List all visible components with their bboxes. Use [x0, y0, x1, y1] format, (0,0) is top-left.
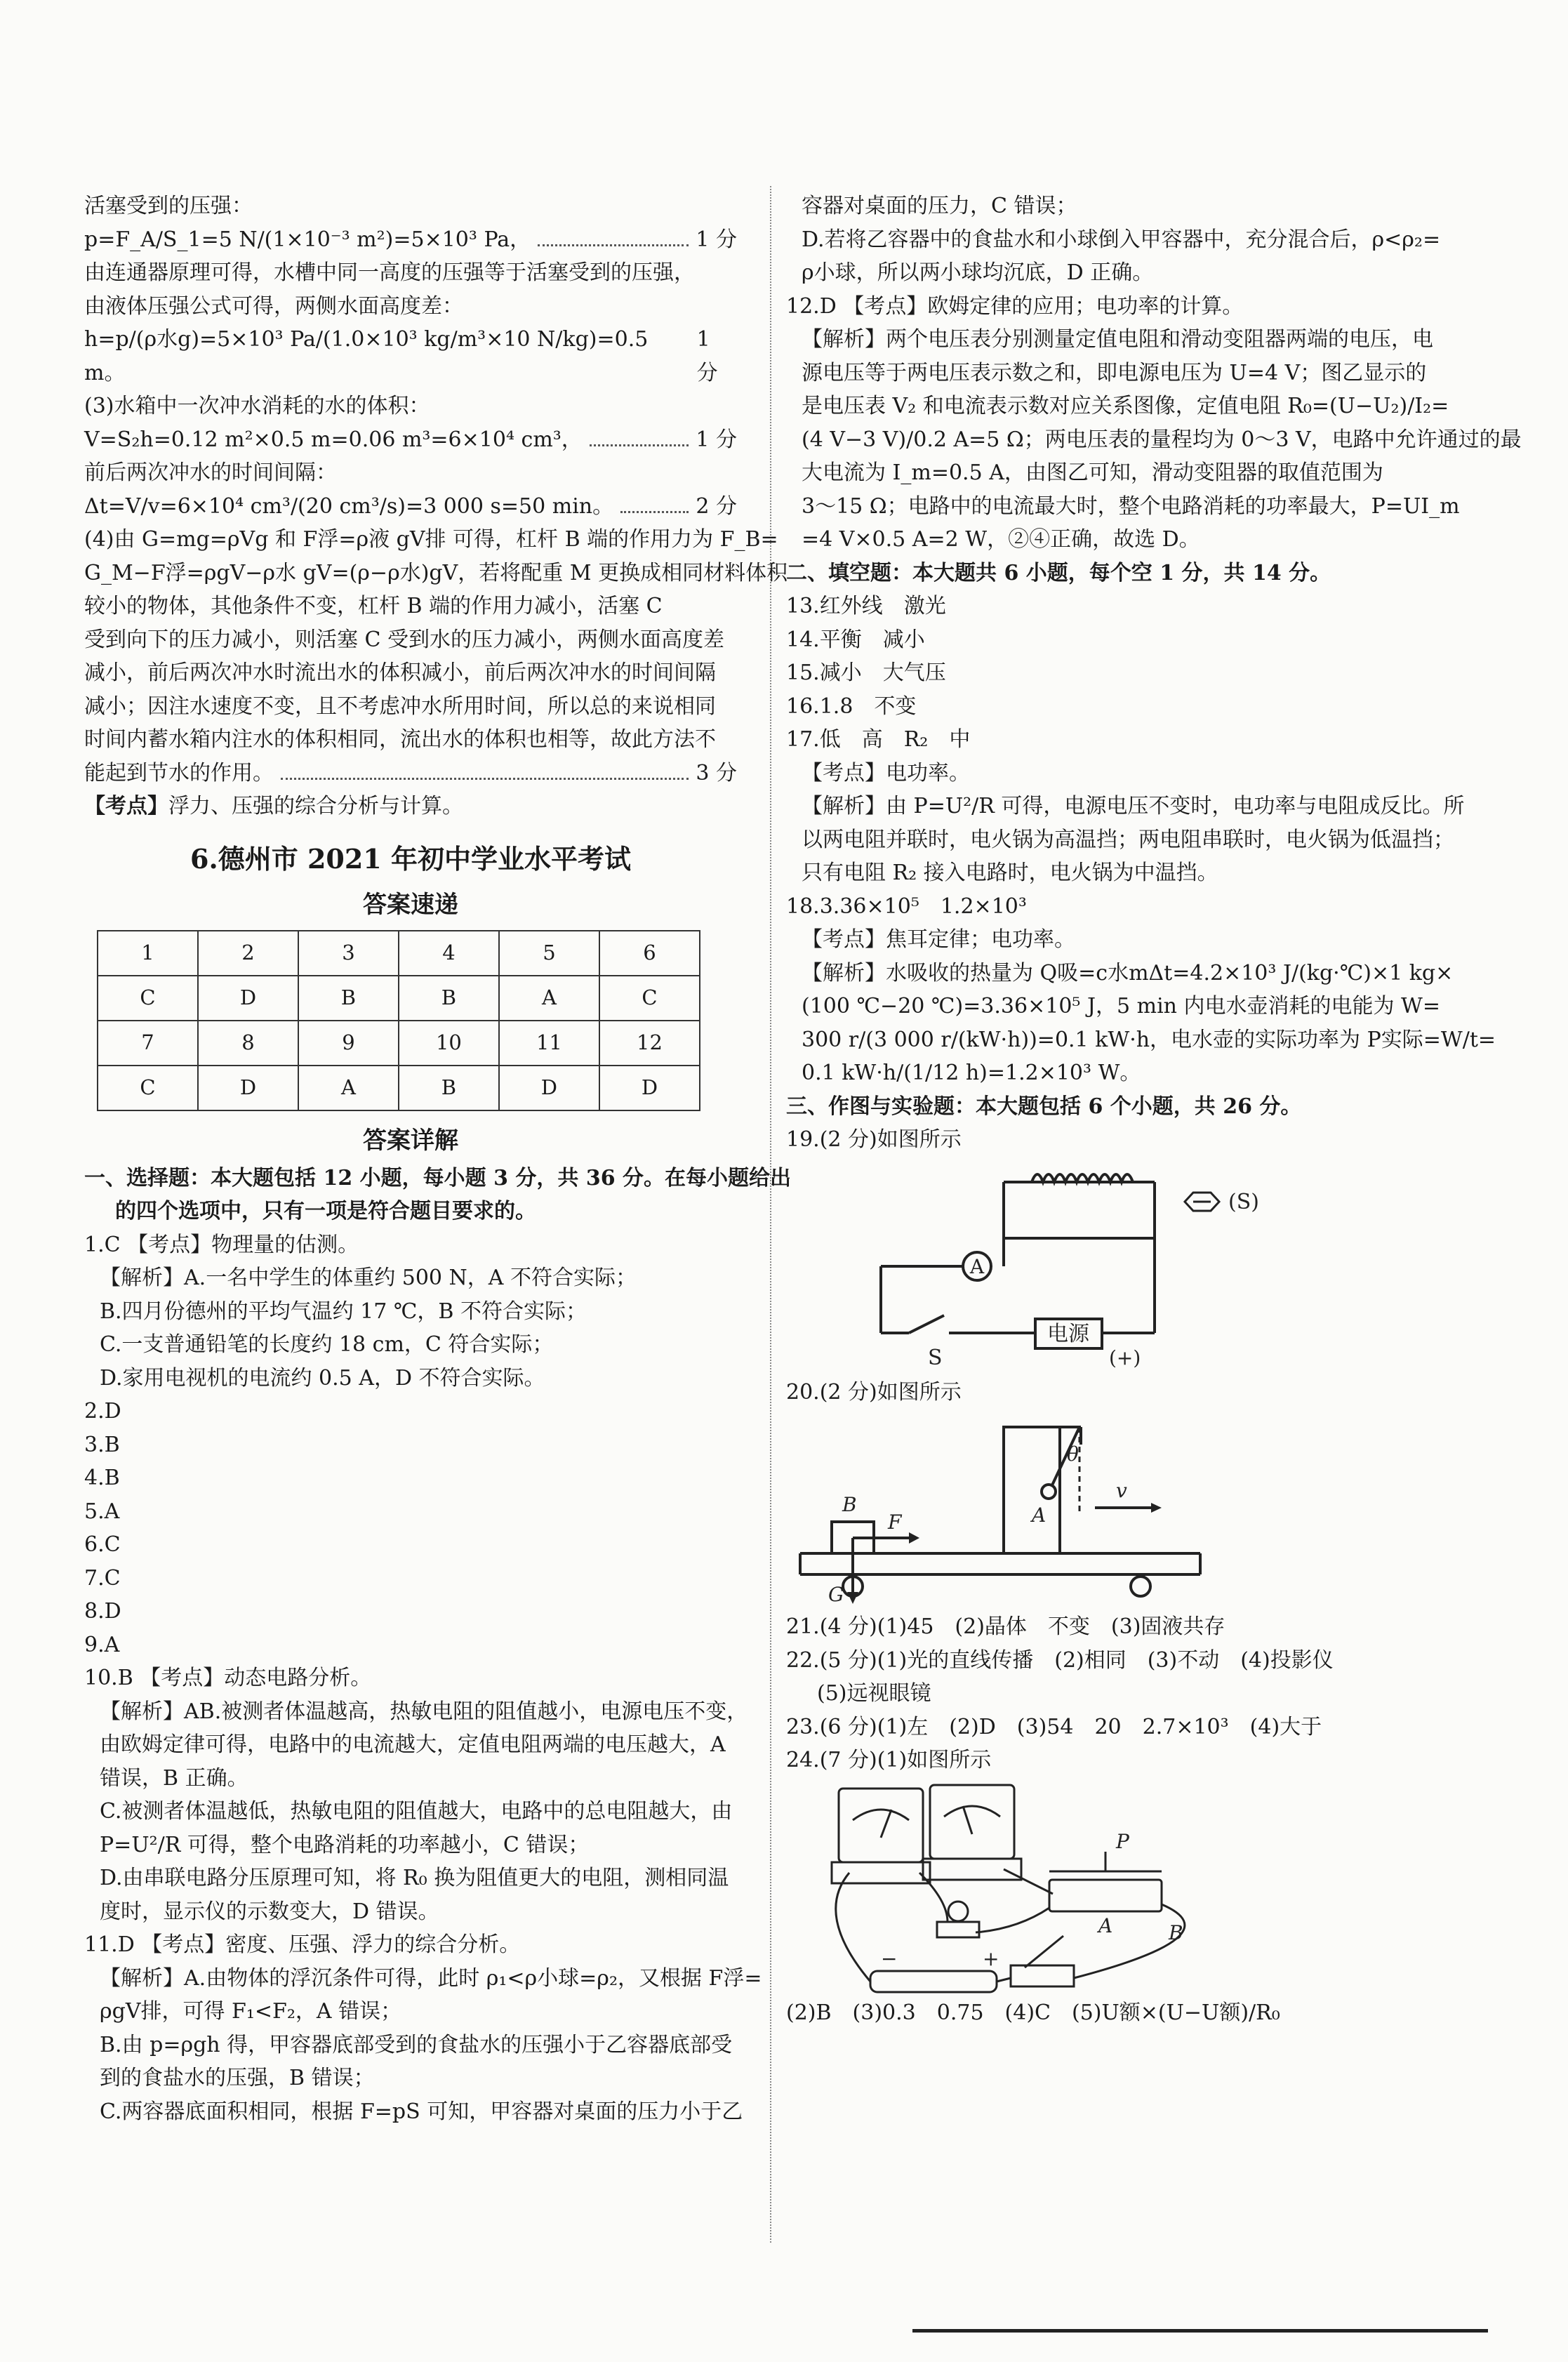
- text-line: 以两电阻并联时，电火锅为高温挡；两电阻串联时，电火锅为低温挡；: [802, 827, 1454, 852]
- score: 2 分: [696, 493, 737, 519]
- label-theta: θ: [1067, 1442, 1079, 1466]
- table-cell: C: [98, 976, 198, 1021]
- table-cell: 11: [499, 1021, 599, 1066]
- column-divider: [770, 186, 771, 2243]
- text-line: D.家用电视机的电流约 0.5 A，D 不符合实际。: [100, 1365, 545, 1391]
- text-line: (100 ℃−20 ℃)=3.36×10⁵ J，5 min 内电水壶消耗的电能为 W=: [802, 994, 1441, 1019]
- table-cell: D: [599, 1066, 700, 1110]
- label-f: F: [888, 1511, 902, 1534]
- text-line: 【解析】AB.被测者体温越高，热敏电阻的阻值越小，电源电压不变，: [100, 1699, 748, 1724]
- table-cell: 2: [198, 931, 298, 976]
- section-heading: 三、作图与实验题：本大题包括 6 个小题，共 26 分。: [786, 1094, 1302, 1119]
- label-minus: −: [881, 1946, 898, 1970]
- figure-19-circuit: [786, 1161, 1259, 1372]
- text-line: (5)远视眼镜: [817, 1681, 931, 1706]
- fill-answer: 14.平衡 减小: [786, 627, 925, 652]
- quick-answer-title: 答案速递: [363, 890, 458, 919]
- label-b: B: [1169, 1920, 1183, 1944]
- question-19: 19.(2 分)如图所示: [786, 1127, 962, 1152]
- table-cell: D: [499, 1066, 599, 1110]
- switch-label: S: [928, 1345, 943, 1370]
- plus-label: (+): [1109, 1346, 1141, 1369]
- text-line: 【考点】焦耳定律；电功率。: [802, 927, 1075, 952]
- section-heading: 一、选择题：本大题包括 12 小题，每小题 3 分，共 36 分。在每小题给出: [84, 1165, 792, 1190]
- kaodian-text: 浮力、压强的综合分析与计算。: [168, 794, 463, 818]
- text-line: 源电压等于两电压表示数之和，即电源电压为 U=4 V；图乙显示的: [802, 360, 1427, 385]
- paragraph-4: [84, 523, 788, 790]
- scored-line: [84, 490, 737, 524]
- short-answer: 4.B: [84, 1466, 120, 1490]
- right-column: [786, 190, 1522, 2029]
- label-a: A: [1032, 1504, 1047, 1527]
- short-answer: 6.C: [84, 1532, 121, 1557]
- text-line: 受到向下的压力减小，则活塞 C 受到水的压力减小，两侧水面高度差: [84, 627, 725, 652]
- text-line: (4 V−3 V)/0.2 A=5 Ω；两电压表的量程均为 0～3 V，电路中允许通过的最: [802, 427, 1522, 452]
- formula: V=S₂h=0.12 m²×0.5 m=0.06 m³=6×10⁴ cm³，: [84, 427, 583, 452]
- fill-answer: 13.红外线 激光: [786, 594, 946, 618]
- label-a: A: [1098, 1913, 1113, 1937]
- question-10: 10.B 【考点】动态电路分析。: [84, 1666, 372, 1690]
- label-p: P: [1116, 1829, 1129, 1853]
- text-line: 度时，显示仪的示数变大，D 错误。: [100, 1899, 439, 1924]
- text-line: ρgV排，可得 F₁<F₂，A 错误；: [100, 1999, 402, 2024]
- question-22: 22.(5 分)(1)光的直线传播 (2)相同 (3)不动 (4)投影仪: [786, 1647, 1334, 1673]
- text-line: 由连通器原理可得，水槽中同一高度的压强等于活塞受到的压强，: [84, 260, 695, 285]
- text-line: 前后两次冲水的时间间隔：: [84, 460, 337, 485]
- text-line: C.一支普通铅笔的长度约 18 cm，C 符合实际；: [100, 1332, 554, 1357]
- table-cell: C: [98, 1066, 198, 1110]
- label-plus: +: [983, 1946, 999, 1970]
- table-cell: 9: [298, 1021, 399, 1066]
- left-column: [84, 190, 792, 2128]
- text-line: 能起到节水的作用。: [84, 760, 274, 785]
- detail-title: 答案详解: [363, 1126, 458, 1155]
- text-line: G_M−F浮=ρgV−ρ水 gV=(ρ−ρ水)gV，若将配重 M 更换成相同材料体积: [84, 560, 788, 585]
- text-line: B.由 p=ρgh 得，甲容器底部受到的食盐水的压强小于乙容器底部受: [100, 2032, 733, 2057]
- table-cell: D: [198, 1066, 298, 1110]
- question-11: 11.D 【考点】密度、压强、浮力的综合分析。: [84, 1932, 521, 1957]
- footer-rule: [912, 2329, 1488, 2333]
- question-24: 24.(7 分)(1)如图所示: [786, 1748, 992, 1772]
- text-line: 300 r/(3 000 r/(kW·h))=0.1 kW·h，电水壶的实际功率为 P实际=W/t=: [802, 1027, 1496, 1052]
- text-line: B.四月份德州的平均气温约 17 ℃，B 不符合实际；: [100, 1299, 587, 1324]
- text-line: 错误，B 正确。: [100, 1765, 248, 1791]
- table-cell: 3: [298, 931, 399, 976]
- text-line: P=U²/R 可得，整个电路消耗的功率越小，C 错误；: [100, 1832, 590, 1857]
- text-line: D.由串联电路分压原理可知，将 R₀ 换为阻值更大的电阻，测相同温: [100, 1866, 729, 1890]
- answer-table: [97, 930, 700, 1111]
- question-1: 1.C 【考点】物理量的估测。: [84, 1232, 359, 1257]
- scored-line: [84, 323, 737, 390]
- question-23: 23.(6 分)(1)左 (2)D (3)54 20 2.7×10³ (4)大于: [786, 1714, 1322, 1739]
- question-12: 12.D 【考点】欧姆定律的应用；电功率的计算。: [786, 293, 1244, 319]
- table-cell: 12: [599, 1021, 700, 1066]
- label-v: v: [1116, 1479, 1127, 1502]
- fill-answer: 16.1.8 不变: [786, 694, 917, 719]
- score: 3 分: [696, 760, 737, 785]
- text-line: 由液体压强公式可得，两侧水面高度差：: [84, 293, 463, 319]
- label-g: G: [828, 1583, 844, 1606]
- text-line: 0.1 kW·h/(1/12 h)=1.2×10³ W。: [802, 1061, 1141, 1085]
- table-cell: B: [399, 976, 499, 1021]
- score: 1 分: [696, 227, 737, 252]
- scored-line: [84, 423, 737, 457]
- text-line: 时间内蓄水箱内注水的体积相同，流出水的体积也相等，故此方法不: [84, 727, 716, 752]
- table-cell: 6: [599, 931, 700, 976]
- table-row: [98, 1066, 700, 1110]
- table-cell: B: [298, 976, 399, 1021]
- formula: Δt=V/v=6×10⁴ cm³/(20 cm³/s)=3 000 s=50 min。: [84, 493, 614, 519]
- score: 1 分: [696, 327, 718, 385]
- short-answer: 7.C: [84, 1565, 121, 1591]
- section-heading: 二、填空题：本大题共 6 小题，每个空 1 分，共 14 分。: [786, 560, 1331, 585]
- table-row: [98, 976, 700, 1021]
- text-line: 只有电阻 R₂ 接入电路时，电火锅为中温挡。: [802, 861, 1218, 885]
- table-cell: 8: [198, 1021, 298, 1066]
- text-line: 活塞受到的压强：: [84, 194, 253, 218]
- short-answer: 3.B: [84, 1432, 120, 1457]
- text-line: C.两容器底面积相同，根据 F=pS 可知，甲容器对桌面的压力小于乙: [100, 2099, 743, 2124]
- fill-answer: 17.低 高 R₂ 中: [786, 727, 971, 752]
- question-18: 18.3.36×10⁵ 1.2×10³: [786, 894, 1027, 919]
- text-line: 减小，前后两次冲水时流出水的体积减小，前后两次冲水的时间间隔: [84, 661, 716, 685]
- text-line: 减小；因注水速度不变，且不考虑冲水所用时间，所以总的来说相同: [84, 694, 716, 719]
- table-cell: D: [198, 976, 298, 1021]
- text-line: 【解析】由 P=U²/R 可得，电源电压不变时，电功率与电阻成反比。所: [802, 794, 1465, 818]
- short-answer: 8.D: [84, 1599, 121, 1624]
- label-b: B: [842, 1493, 857, 1516]
- table-row: [98, 931, 700, 976]
- kaodian-tag: 【考点】: [84, 794, 168, 818]
- formula: p=F_A/S_1=5 N/(1×10⁻³ m²)=5×10³ Pa，: [84, 227, 531, 252]
- text-line: 到的食盐水的压强，B 错误；: [100, 2066, 375, 2090]
- text-line: ρ小球，所以两小球均沉底，D 正确。: [802, 260, 1154, 285]
- table-cell: 10: [399, 1021, 499, 1066]
- section-heading: 的四个选项中，只有一项是符合题目要求的。: [115, 1199, 536, 1223]
- text-line: 【解析】水吸收的热量为 Q吸=c水mΔt=4.2×10³ J/(kg·℃)×1 kg×: [802, 960, 1454, 986]
- text-line: (3)水箱中一次冲水消耗的水的体积：: [84, 394, 430, 418]
- text-line: 由欧姆定律可得，电路中的电流越大，定值电阻两端的电压越大，A: [100, 1732, 726, 1757]
- table-cell: C: [599, 976, 700, 1021]
- text-line: D.若将乙容器中的食盐水和小球倒入甲容器中，充分混合后，ρ<ρ₂=: [802, 227, 1441, 252]
- text-line: 【解析】两个电压表分别测量定值电阻和滑动变阻器两端的电压，电: [802, 327, 1433, 352]
- text-line: 【解析】A.由物体的浮沉条件可得，此时 ρ₁<ρ小球=ρ₂，又根据 F浮=: [100, 1965, 762, 1991]
- text-line: (4)由 G=mg=ρVg 和 F浮=ρ液 gV排 可得，杠杆 B 端的作用力为 F_B=: [84, 527, 778, 552]
- table-cell: A: [499, 976, 599, 1021]
- table-cell: 5: [499, 931, 599, 976]
- text-line: C.被测者体温越低，热敏电阻的阻值越大，电路中的总电阻越大，由: [100, 1799, 733, 1824]
- text-line: 【解析】A.一名中学生的体重约 500 N，A 不符合实际；: [100, 1266, 637, 1290]
- table-cell: 7: [98, 1021, 198, 1066]
- source-label: 电源: [1047, 1321, 1089, 1346]
- text-line: 3～15 Ω；电路中的电流最大时，整个电路消耗的功率最大，P=UI_m: [802, 493, 1460, 519]
- question-21: 21.(4 分)(1)45 (2)晶体 不变 (3)固液共存: [786, 1614, 1225, 1639]
- question-24-answers: (2)B (3)0.3 0.75 (4)C (5)U额×(U−U额)/R₀: [786, 2000, 1280, 2025]
- scored-line: [84, 757, 737, 790]
- short-answer: 9.A: [84, 1632, 120, 1657]
- formula: h=p/(ρ水g)=5×10³ Pa/(1.0×10³ kg/m³×10 N/kg)=0.5 m。: [84, 327, 649, 385]
- fill-answer: 15.减小 大气压: [786, 661, 946, 685]
- table-row: [98, 1021, 700, 1066]
- text-line: 较小的物体，其他条件不变，杠杆 B 端的作用力减小，活塞 C: [84, 594, 663, 618]
- text-line: =4 V×0.5 A=2 W，②④正确，故选 D。: [802, 527, 1200, 552]
- text-line: 容器对桌面的压力，C 错误；: [802, 194, 1077, 218]
- pole-label: (S): [1228, 1189, 1259, 1214]
- score: 1 分: [696, 427, 737, 452]
- ammeter-label: A: [969, 1254, 985, 1278]
- exam-title: 6.德州市 2021 年初中学业水平考试: [190, 842, 631, 875]
- text-line: 是电压表 V₂ 和电流表示数对应关系图像，定值电阻 R₀=(U−U₂)/I₂=: [802, 394, 1449, 418]
- kaodian-line: [84, 790, 737, 823]
- figure-24-circuit: [786, 1782, 1320, 1992]
- figure-20-force: [786, 1413, 1263, 1606]
- text-line: 【考点】电功率。: [802, 760, 970, 785]
- text-line: 大电流为 I_m=0.5 A，由图乙可知，滑动变阻器的取值范围为: [802, 460, 1383, 485]
- short-answer: 2.D: [84, 1399, 121, 1424]
- question-20: 20.(2 分)如图所示: [786, 1379, 962, 1405]
- short-answer: 5.A: [84, 1499, 120, 1524]
- scored-line: [84, 223, 737, 257]
- table-cell: 4: [399, 931, 499, 976]
- table-cell: 1: [98, 931, 198, 976]
- table-cell: A: [298, 1066, 399, 1110]
- table-cell: B: [399, 1066, 499, 1110]
